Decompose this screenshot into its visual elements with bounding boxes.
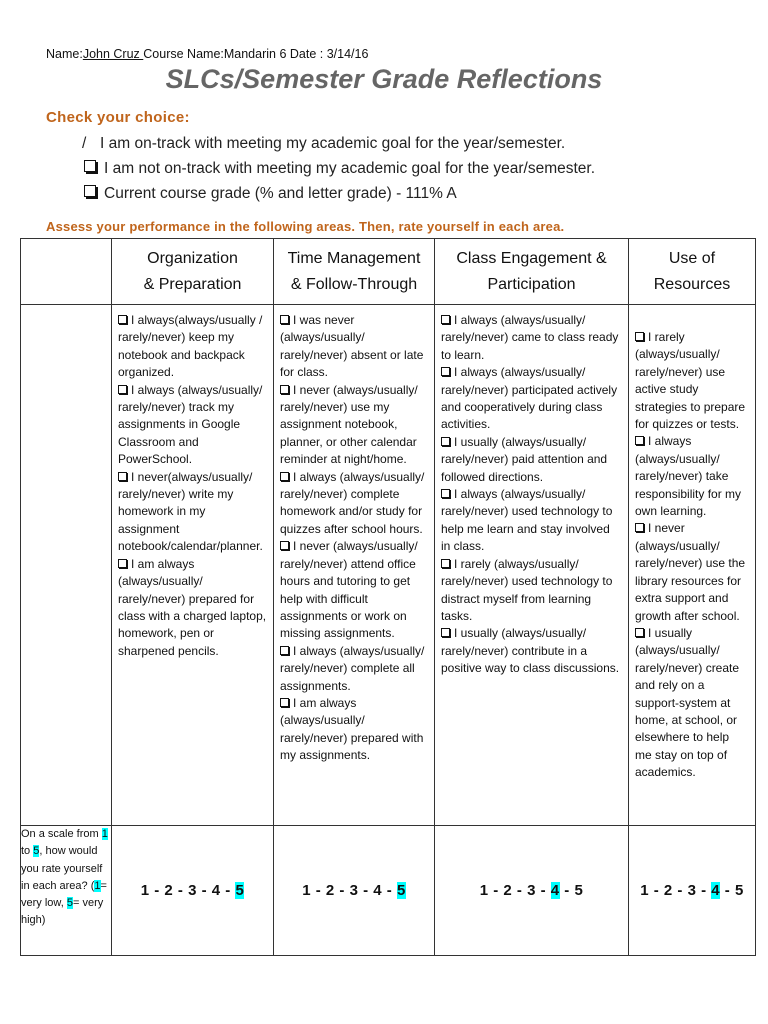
- checkbox-icon: [441, 367, 450, 376]
- rating-option-3[interactable]: 3: [527, 882, 536, 899]
- statement-item[interactable]: [635, 329, 749, 433]
- statements-empty-cell: [21, 305, 112, 826]
- header-line-1: Class Engagement &: [456, 249, 607, 267]
- statement-text: I never (always/usually/ rarely/never) use the library resources for extra support and growth after school.: [635, 521, 746, 623]
- course-date: Course Name:Mandarin 6 Date : 3/14/16: [143, 47, 369, 61]
- statement-text: I never (always/usually/ rarely/never) attend office hours and tutoring to get help with difficult assignments or work on missing assignments.: [280, 539, 418, 641]
- choice-label: I am not on-track with meeting my academic goal for the year/semester.: [104, 160, 596, 177]
- checkbox-icon: [441, 628, 450, 637]
- name-label: Name:: [46, 47, 83, 61]
- statement-item[interactable]: [635, 520, 749, 624]
- statement-item[interactable]: [635, 433, 749, 520]
- header-line-2: & Preparation: [143, 275, 242, 293]
- header-line-1: Organization: [147, 249, 238, 267]
- header-line-1: Time Management: [287, 249, 421, 267]
- checkbox-icon: [118, 385, 127, 394]
- statement-text: I am always (always/usually/ rarely/never) prepared with my assignments.: [280, 695, 424, 763]
- rating-option-5[interactable]: 5: [734, 882, 744, 899]
- statement-text: I always (always/usually/ rarely/never) used technology to help me learn and stay involved in class.: [441, 487, 613, 554]
- statement-text: I never(always/usually/ rarely/never) write my homework in my assignment notebook/calendar/planner.: [118, 469, 263, 554]
- checkbox-icon: [280, 385, 289, 394]
- checkbox-icon: [635, 628, 644, 637]
- rating-option-4[interactable]: 4: [711, 882, 721, 899]
- rating-option-3[interactable]: 3: [349, 882, 359, 899]
- statement-text: I rarely (always/usually/ rarely/never) use active study strategies to prepare for quizzes or tests.: [635, 330, 746, 432]
- checkbox-icon: [441, 559, 450, 568]
- checkbox-icon: [635, 523, 644, 532]
- checkbox-icon: [280, 472, 289, 481]
- choice-on-track[interactable]: [82, 133, 595, 158]
- checkbox-icon: [635, 332, 644, 341]
- checkbox-icon: [84, 160, 96, 172]
- statement-item[interactable]: [441, 625, 622, 677]
- rating-option-5[interactable]: 5: [574, 882, 584, 899]
- statement-text: I am always (always/usually/ rarely/never) prepared for class with a charged laptop, homework, pen or sharpened pencils.: [118, 556, 267, 658]
- statement-item[interactable]: [635, 625, 749, 782]
- rating-row: [21, 826, 756, 956]
- statement-item[interactable]: [118, 556, 267, 660]
- statement-item[interactable]: [280, 695, 428, 765]
- rating-option-3[interactable]: 3: [188, 882, 197, 899]
- checkbox-icon: [441, 437, 450, 446]
- statement-text: I always (always/usually/ rarely/never) track my assignments in Google Classroom and PowerSchool.: [118, 382, 263, 467]
- assess-heading: Assess your performance in the following areas. Then, rate yourself in each area.: [46, 219, 565, 234]
- statement-item[interactable]: [280, 469, 428, 539]
- choice-label: Current course grade (% and letter grade) - 111% A: [104, 185, 457, 202]
- statement-text: I rarely (always/usually/ rarely/never) used technology to distract myself from learning tasks.: [441, 556, 613, 623]
- statements-use-of-resources: [629, 305, 756, 826]
- header-organization: [112, 239, 274, 305]
- rating-option-1[interactable]: 1: [140, 882, 150, 899]
- header-line-1: Use of: [668, 249, 716, 267]
- page-title: SLCs/Semester Grade Reflections: [165, 64, 603, 94]
- choice-course-grade[interactable]: [82, 183, 595, 208]
- statements-class-engagement: [435, 305, 629, 826]
- checkbox-icon: [441, 315, 450, 324]
- rating-option-4[interactable]: 4: [211, 882, 221, 899]
- statement-item[interactable]: [118, 469, 267, 556]
- rating-option-2[interactable]: 2: [164, 882, 174, 899]
- rating-time-management[interactable]: 1 - 2 - 3 - 4 - 5: [274, 826, 435, 956]
- checkbox-icon: [280, 646, 289, 655]
- table-header-row: [21, 239, 756, 305]
- rating-organization[interactable]: 1 - 2 - 3 - 4 - 5: [112, 826, 274, 956]
- rating-option-2[interactable]: 2: [325, 882, 335, 899]
- rating-option-2[interactable]: 2: [503, 882, 513, 899]
- statement-text: I usually (always/usually/ rarely/never) contribute in a positive way to class discussions.: [441, 626, 620, 676]
- header-line-2: Resources: [653, 275, 731, 293]
- header-time-management: [274, 239, 435, 305]
- rating-option-3[interactable]: 3: [687, 882, 697, 899]
- checkbox-icon: [118, 472, 127, 481]
- choice-not-on-track[interactable]: [82, 158, 595, 183]
- header-use-of-resources: [629, 239, 756, 305]
- check-heading: Check your choice:: [46, 109, 190, 126]
- student-name: John Cruz: [82, 47, 144, 61]
- rating-option-4[interactable]: 4: [550, 882, 560, 899]
- checkbox-icon: [441, 489, 450, 498]
- statement-item[interactable]: [280, 312, 428, 382]
- statement-text: I always (always/usually/ rarely/never) take responsibility for my own learning.: [635, 434, 742, 519]
- reflection-table: [20, 238, 756, 956]
- statements-row: [21, 305, 756, 826]
- checkbox-icon: [280, 315, 289, 324]
- checkbox-icon: [118, 315, 127, 324]
- rating-option-1[interactable]: 1: [302, 882, 312, 899]
- rating-use-of-resources[interactable]: 1 - 2 - 3 - 4 - 5: [629, 826, 756, 956]
- header-line-2: & Follow-Through: [290, 275, 418, 293]
- statement-item[interactable]: [280, 538, 428, 642]
- statement-item[interactable]: [441, 434, 622, 486]
- statement-item[interactable]: [280, 643, 428, 695]
- header-line: [46, 47, 368, 61]
- checkbox-icon: [84, 185, 96, 197]
- statement-item[interactable]: [441, 364, 622, 434]
- choice-label: I am on-track with meeting my academic goal for the year/semester.: [100, 135, 566, 152]
- rating-option-1[interactable]: 1: [479, 882, 489, 899]
- statement-item[interactable]: [280, 382, 428, 469]
- rating-option-2[interactable]: 2: [663, 882, 673, 899]
- statement-text: I always (always/usually/ rarely/never) came to class ready to learn.: [441, 313, 619, 362]
- rating-option-5[interactable]: 5: [235, 882, 245, 899]
- statement-text: I always (always/usually/ rarely/never) complete homework and/or study for quizzes after school hours.: [280, 469, 425, 536]
- rating-option-4[interactable]: 4: [373, 882, 383, 899]
- statement-item[interactable]: [441, 486, 622, 556]
- header-line-2: Participation: [487, 275, 576, 293]
- checkbox-icon: [635, 436, 644, 445]
- statement-text: I usually (always/usually/ rarely/never) paid attention and followed directions.: [441, 434, 608, 484]
- statement-text: I always (always/usually/ rarely/never) complete all assignments.: [280, 643, 425, 693]
- rating-class-engagement[interactable]: 1 - 2 - 3 - 4 - 5: [435, 826, 629, 956]
- choice-list: [82, 133, 595, 208]
- rating-option-5[interactable]: 5: [396, 882, 406, 899]
- statement-item[interactable]: [118, 312, 267, 382]
- statement-item[interactable]: [118, 382, 267, 469]
- scale-question: On a scale from 1 to 5, how would you rate yourself in each area? (1= very low, 5= very high): [21, 826, 112, 956]
- statement-item[interactable]: [441, 312, 622, 364]
- statements-time-management: [274, 305, 435, 826]
- statement-text: I usually (always/usually/ rarely/never) create and rely on a support-system at home, at school, or elsewhere to help me stay on top of academics.: [635, 625, 740, 780]
- header-class-engagement: [435, 239, 629, 305]
- rating-option-1[interactable]: 1: [640, 882, 650, 899]
- checkbox-icon: [280, 698, 289, 707]
- statement-text: I never (always/usually/ rarely/never) use my assignment notebook, planner, or other calendar reminder at night/home.: [280, 382, 418, 467]
- header-empty-cell: [21, 239, 112, 305]
- statement-text: I always(always/usually / rarely/never) keep my notebook and backpack organized.: [118, 313, 263, 380]
- slash-mark: /: [82, 135, 87, 152]
- statements-organization: [112, 305, 274, 826]
- statement-text: I was never (always/usually/ rarely/never) absent or late for class.: [280, 313, 424, 380]
- statement-text: I always (always/usually/ rarely/never) participated actively and cooperatively during class activities.: [441, 365, 618, 432]
- checkbox-icon: [118, 559, 127, 568]
- statement-item[interactable]: [441, 556, 622, 626]
- checkbox-icon: [280, 541, 289, 550]
